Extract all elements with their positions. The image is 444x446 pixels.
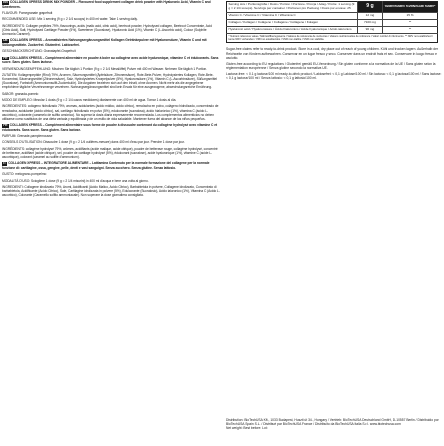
paragraph-text: COLLAGEN XPRESS – Complément alimentaire sous forme de poudre à dissoudre contenant du collagène hydrolysé avec vitamine C et édulcorants. Sans sucre. Sans gluten. Sans lactose.: [2, 123, 218, 132]
ingredient-paragraph: [2, 185, 220, 197]
ingredient-paragraph: [2, 179, 220, 183]
nutrition-footnotes: * Nutrient reference value / Nährstoffbezugswerte / Valores de referencia de nutrientes / Valeurs nutritionnelles de référence / Valori nutritivi di riferimento. ** NRV not established / keine NRV vorhanden / VRN no establecidos / VNR non établie / VNR non stabilita.: [227, 33, 438, 43]
distribution-footer: [226, 418, 442, 430]
nutrition-row: Vitamin C / Vitamine C / Vitamina C / Witamina C 12 mg 15 %: [227, 12, 438, 19]
paragraph-text: COLLAGEN XPRESS – INTEGRATORE ALIMENTARE – Lattiamina Contenuto per la normale formazione del collagene per la normale funzione di: cartilagine, ossa, gengive, pelle, denti e vasi sanguigni. Senza zucchero. Senza glutine. Senza lattosio.: [2, 161, 210, 171]
ingredient-paragraph: [2, 49, 220, 53]
language-tag: IT: [3, 161, 7, 166]
paragraph-text: INGREDIENTI: Collagene idrolizzato 79%, Aromi, Acidificanti (Acido Malico, Acido Citrico), Barbabietola in polvere, Collagene idrolizzato, Concentrato di barbabietola, Acidificante (Acido Citrico), Sale, Cartilagine idrolizzata in polvere (5%), Edulcorante (Sucralosio), Acido ialuronico (1%), Vitamina C (Acido L-ascorbico), Colorante (Caramello solfito ammoniacale). Non superare la dose giornaliera consigliata.: [2, 185, 220, 198]
footer-labels: Net weight: Best before: Lot:: [226, 426, 268, 431]
nutrition-col-nrv: %NRV/%NRV/ %VRN/%AR/ %NRV*: [383, 2, 438, 13]
paragraph-text: CONSEILS D'UTILISATION: Dissoudre 1 dose (9 g = 2 1/4 cuillères-mesure) dans 400 ml d'eau par jour. Prendre 1 dose par jour.: [2, 140, 185, 145]
paragraph-text: RECOMMENDED USE: Mix 1 serving (9 g = 2 1/4 scoops) in 400 ml water. Take 1 serving daily.: [2, 17, 138, 22]
ingredient-paragraph: [2, 17, 220, 21]
paragraph-text: SABOR: granada-pomelo: [2, 91, 39, 96]
ingredient-paragraph: [2, 98, 220, 102]
paragraph-text: GESCHMACKSRICHTUNG: Granatapfel-Grapefruit: [2, 49, 76, 54]
ingredient-paragraph: [2, 123, 220, 132]
ingredient-paragraph: [2, 24, 220, 36]
paragraph-text: INGRÉDIENTS: collagène hydrolysé 79%, arômes, acidifiants (acide malique, acide citrique), poudre de betterave rouge, collagène hydrolysé, concentré de betterave, acidifiant (acide citrique), sel, poudre de cartilage hydrolysé (5%), édulcorant (sucralose), acide hyaluronique (1%), vitamine C (acide L-ascorbique), colorant (caramel au sulfite d'ammonium).: [2, 146, 218, 160]
ingredient-paragraph: [2, 0, 220, 9]
language-tag: EN: [3, 0, 8, 4]
nutrition-table: [226, 1, 438, 43]
paragraph-text: COLLAGEN XPRESS – Aromatisiertes Nahrungsergänzungsmittel Kollagen Getränkepulver mit Hyaluronsäure, Vitamin C und mit Süßungsmitteln. Zuckerfrei. Glutenfrei. Laktosefrei.: [2, 38, 207, 47]
paragraph-text: COLLAGEN XPRESS – Complément alimentaire en poudre à boire au collagène avec acide hyaluronique, vitamine C et édulcorants. Sans sucre. Sans gluten. Sans lactose.: [2, 55, 219, 65]
ingredient-paragraph: [2, 161, 220, 170]
language-tag: FR: [3, 55, 8, 60]
ingredient-paragraph: [2, 67, 220, 71]
nutrition-header-label: Serving size / Portionsgröße / Dosis / Portion / Porzione / Porcja / Adag / Portie: 1 serving (9 g = 2 1/4 scoops). Servings per container / Portionen pro Packung / Dosis por envase: 25: [228, 2, 355, 10]
ingredient-paragraph: [2, 147, 220, 159]
ingredient-paragraph: [2, 73, 220, 90]
language-tag: DE: [3, 38, 8, 43]
ingredient-paragraph: [2, 92, 220, 96]
ingredient-paragraph: [2, 134, 220, 138]
ingredient-paragraph: [2, 140, 220, 144]
paragraph-text: PARFUM: Grenade-pamplemousse: [2, 134, 53, 139]
paragraph-text: ZUTATEN: Kollagenpeptide (Rind) 79%, Aromen, Säuerungsmittel (Äpfelsäure, Zitronensäure), Rote-Bete-Pulver, Hydrolysiertes Kollagen, Rote-Bete-Konzentrat, Säuerungsmittel (Zitronensäure), Salz, Hydrolysiertes Knorpelpulver (5%), Hyaluronsäure (1%), Vitamin C (L-Ascorbinsäure), Süßungsmittel (Sucralose), Farbstoff (Ammoniumsulfit-Zuckerkulör). Die Angaben beziehen sich auf den Inhalt, ohne Aromen. Nicht mehr als die angegebene empfohlene tägliche Verzehrsmenge verzehren. Nahrungsergänzungsmittel sind kein Ersatz für eine ausgewogene, abwechslungsreiche Ernährung.: [2, 72, 217, 90]
nutrition-row: Hyaluronic acid / Hyaluronsäure / Ácido hialurónico / Acide hyaluronique / Acido ialuronico 90 mg **: [227, 26, 438, 33]
ingredients-column-left: [2, 0, 220, 446]
paragraph-text: VERWENDUNGSEMPFEHLUNG: Mischen Sie täglich 1 Portion (9 g = 2 1/4 Messlöffel) Pulver mit 400 ml Wasser. Nehmen Sie täglich 1 Portion.: [2, 66, 208, 71]
paragraph-text: MODALITÀ D'USO: Sciogliere 1 dose (9 g = 2 1/4 misurini) in 400 ml d'acqua e bere una volta al giorno.: [2, 178, 149, 183]
nutrition-row: Collagen / Kollagen / Colágeno / Collagène / Collagene / Kolagen 7100 mg **: [227, 19, 438, 26]
paragraph-text: GUSTO: melograno-pompelmo: [2, 172, 47, 177]
ingredient-paragraph: [2, 11, 220, 15]
ingredient-paragraph: [2, 172, 220, 176]
distribution-text: Distribution: BioTechUSA Kft., 1033 Budapest, Huszti út 34., Hungary / Vertrieb: BioTechUSA Deutschland GmbH, D-10557 Berlin / Distribuido por BioTechUSA Spain S.L. / Distribué par BioTechUSA France / Distribuito da BioTechUSA Italia S.r.l. www.biotechusa.com: [226, 418, 439, 427]
language-tag: FR: [3, 123, 8, 128]
ingredient-paragraph: [2, 56, 220, 65]
paragraph-text: COLLAGEN XPRESS DRINK MIX POWDER – Flavoured food supplement collagen drink powder with Hyaluronic Acid, Vitamin C and Sweeteners.: [2, 0, 211, 9]
paragraph-text: INGREDIENTS: Collagen peptides 79%, flavourings, acids (malic acid, citric acid), beetroot powder, Hydrolysed collagen, Beetroot Concentrate, Acid (Citric Acid), Salt, Hydrolysed Cartilage Powder (5%), Sweetener (Sucralose), Hyaluronic Acid (1%), Vitamin C (L-Ascorbic acid), Colour (Sulphite Ammonia Caramel).: [2, 23, 212, 36]
paragraph-text: INGREDIENTES: colágeno hidrolizado 79%, aromas, acidulantes (ácido málico, ácido cítrico), remolacha en polvo, colágeno hidrolizado, concentrado de remolacha, acidulante (ácido cítrico), sal, cartílago hidrolizado en polvo (5%), edulcorante (sucralosa), ácido hialurónico (1%), vitamina C (ácido L-ascórbico), colorante (caramelo de sulfito amónico). No superar la dosis diaria expresamente recomendada. Los complementos alimenticios no deben utilizarse como sustitutos de una dieta variada y equilibrada y de un estilo de vida saludable. Mantener fuera del alcance de los niños pequeños.: [2, 104, 219, 121]
ingredient-paragraph: [2, 38, 220, 47]
paragraph-text: FLAVOUR: Pomegranate grapefruit: [2, 10, 53, 15]
ingredient-paragraph: [2, 104, 220, 121]
storage-and-claims: Sugar-free claims refer to ready-to-drink product. Store in a cool, dry place out of reach of young children. Kühl und trocken lagern. Außerhalb der Reichweite von Kindern aufbewahren. Conservar en un lugar fresco y seco. Conserver dans un endroit frais et sec. Conservare in luogo fresco e asciutto. Gluten-free according to EU regulations / Glutenfrei gemäß EU-Verordnung / Sin gluten conforme a la normativa de la UE / Sans gluten selon la réglementation européenne / Senza glutine secondo la normativa UE. Lactose-free: < 0.1 g lactose/100 ml ready-to-drink product / Laktosefrei: < 0,1 g Laktose/100 ml / Sin lactosa: < 0,1 g lactosa/100 ml / Sans lactose: < 0,1 g lactose/100 ml / Senza lattosio: < 0,1 g lattosio/100 ml.: [226, 47, 442, 81]
nutrition-col-per-serving: 9 g: [357, 2, 382, 13]
ingredients-column-right: [226, 0, 442, 446]
paragraph-text: MODO DE EMPLEO: Mezclar 1 dosis (9 g = 2 1/4 cazos medidores) diariamente con 400 ml de agua. Tomar 1 dosis al día.: [2, 98, 177, 102]
